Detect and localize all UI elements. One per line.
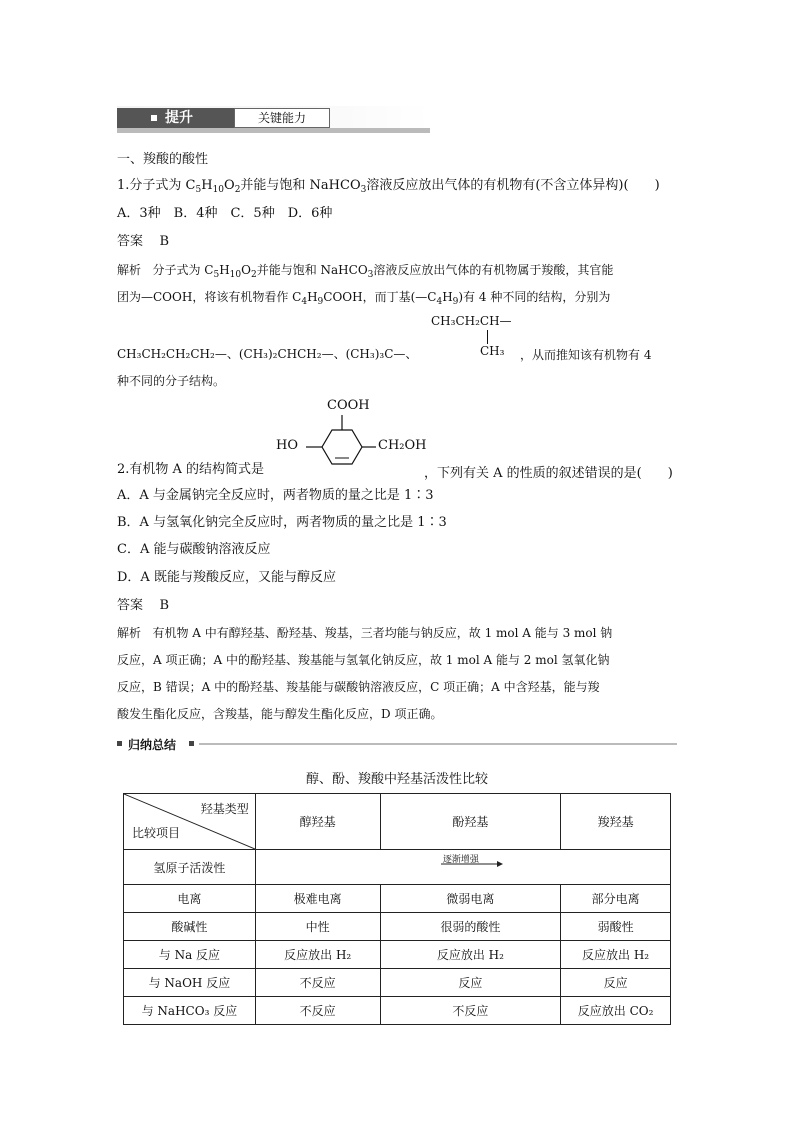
q1-analysis-line4: 种不同的分子结构。: [117, 374, 226, 388]
diag-top-label: 羟基类型: [200, 802, 249, 816]
table-cell: 部分电离: [561, 885, 671, 913]
table-cell: 反应: [380, 969, 561, 997]
q2-option-d: D．A 既能与羧酸反应，又能与醇反应: [117, 570, 336, 585]
q2-option-c: C．A 能与碳酸钠溶液反应: [117, 542, 271, 557]
q1-analysis-line1: 解析 分子式为 $C_5H_{10}O_2$并能与饱和 NaHCO$_3$溶液反应放出气体的有机物属于羧酸，其官能: [117, 263, 614, 280]
table-row: [124, 913, 671, 941]
diagonal-header-cell: [124, 794, 256, 850]
banner-sub-label: 关键能力: [234, 108, 330, 128]
col-header: 醇羟基: [255, 794, 380, 850]
col-header: 酚羟基: [380, 794, 561, 850]
summary-title: 归纳总结: [128, 738, 177, 752]
comparison-table: [123, 793, 671, 1025]
row-label: 酸碱性: [124, 913, 256, 941]
table-cell: 反应放出 H₂: [380, 941, 561, 969]
table-title: 醇、酚、羧酸中羟基活泼性比较: [305, 772, 488, 787]
summary-header: [117, 736, 677, 752]
table-cell: 微弱电离: [380, 885, 561, 913]
struct-cooh: COOH: [327, 398, 370, 413]
row-label: 电离: [124, 885, 256, 913]
q1-analysis-line3-end: ，从而推知该有机物有 4: [520, 348, 652, 362]
right-arrow-icon: [441, 860, 503, 868]
banner-label: 提升: [165, 110, 193, 126]
q2-stem-end: ，下列有关 A 的性质的叙述错误的是( ): [424, 466, 673, 481]
square-bullet-icon: [189, 741, 194, 746]
row-label: 与 Na 反应: [124, 941, 256, 969]
q2-option-a: A．A 与金属钠完全反应时，两者物质的量之比是 1∶3: [117, 488, 434, 503]
branch-bond: [487, 330, 488, 344]
q1-stem: 1.分子式为 $C_5H_{10}O_2$并能与饱和 NaHCO$_3$溶液反应放出气体的有机物有(不含立体异构)( ): [117, 178, 660, 195]
q2-analysis-line3: 反应，B 错误；A 中的酚羟基、羧基能与碳酸钠溶液反应，C 项正确；A 中含羟基，能与羧: [117, 680, 600, 694]
table-cell: 反应放出 H₂: [561, 941, 671, 969]
q1-options: A．3种 B．4种 C．5种 D．6种: [117, 206, 333, 221]
q2-option-b: B．A 与氢氧化钠完全反应时，两者物质的量之比是 1∶3: [117, 515, 447, 530]
summary-divider: [199, 743, 677, 745]
q2-analysis-line1: 解析 有机物 A 中有醇羟基、酚羟基、羧基，三者均能与钠反应，故 1 mol A 能与 3 mol 钠: [117, 626, 613, 640]
table-cell: 不反应: [255, 997, 380, 1025]
row-label: 氢原子活泼性: [124, 850, 256, 885]
q2-analysis-line2: 反应，A 项正确；A 中的酚羟基、羧基能与氢氧化钠反应，故 1 mol A 能与 2 mol 氢氧化钠: [117, 653, 610, 667]
table-header-row: [124, 794, 671, 850]
struct-ho: HO: [276, 438, 298, 453]
square-bullet-icon: [151, 115, 157, 121]
table-row: [124, 885, 671, 913]
q2-analysis-line4: 酸发生酯化反应，含羧基，能与醇发生酯化反应，D 项正确。: [117, 707, 443, 721]
compound-a-structure: [272, 395, 427, 475]
table-row: [124, 850, 671, 885]
table-row: [124, 941, 671, 969]
q2-stem: 2.有机物 A 的结构简式是: [117, 462, 265, 477]
activity-arrow-cell: [255, 850, 670, 885]
table-cell: 反应放出 H₂: [255, 941, 380, 969]
struct-ch2oh: CH₂OH: [378, 438, 427, 453]
banner-underline: [117, 128, 430, 133]
q1-analysis-line3: CH₃CH₂CH₂CH₂—、(CH₃)₂CHCH₂—、(CH₃)₃C—、: [117, 347, 418, 361]
arrow-head: [497, 861, 503, 867]
table-cell: 反应: [561, 969, 671, 997]
section-banner: [117, 106, 430, 133]
table-cell: 不反应: [255, 969, 380, 997]
ring: [322, 430, 362, 464]
q1-analysis-line2: 团为—COOH，将该有机物看作 $C_4H_9COOH$，而丁基$(—C_4H_9)$有 4 种不同的结构，分别为: [117, 290, 611, 307]
col-header: 羧羟基: [561, 794, 671, 850]
table-row: [124, 969, 671, 997]
table-row: [124, 997, 671, 1025]
branch-structure-top: CH₃CH₂CH—: [431, 314, 512, 328]
table-cell: 中性: [255, 913, 380, 941]
q1-answer: 答案 B: [117, 234, 170, 249]
table-cell: 极难电离: [255, 885, 380, 913]
q2-answer: 答案 B: [117, 598, 170, 613]
table-cell: 不反应: [380, 997, 561, 1025]
row-label: 与 NaOH 反应: [124, 969, 256, 997]
branch-structure-bottom: CH₃: [480, 344, 505, 358]
arrow-label: 逐渐增强: [442, 855, 479, 865]
diag-bottom-label: 比较项目: [132, 826, 181, 840]
table-cell: 弱酸性: [561, 913, 671, 941]
table-cell: 很弱的酸性: [380, 913, 561, 941]
section-title: 一、羧酸的酸性: [117, 152, 209, 167]
row-label: 与 NaHCO₃ 反应: [124, 997, 256, 1025]
square-bullet-icon: [117, 741, 122, 746]
table-cell: 反应放出 CO₂: [561, 997, 671, 1025]
